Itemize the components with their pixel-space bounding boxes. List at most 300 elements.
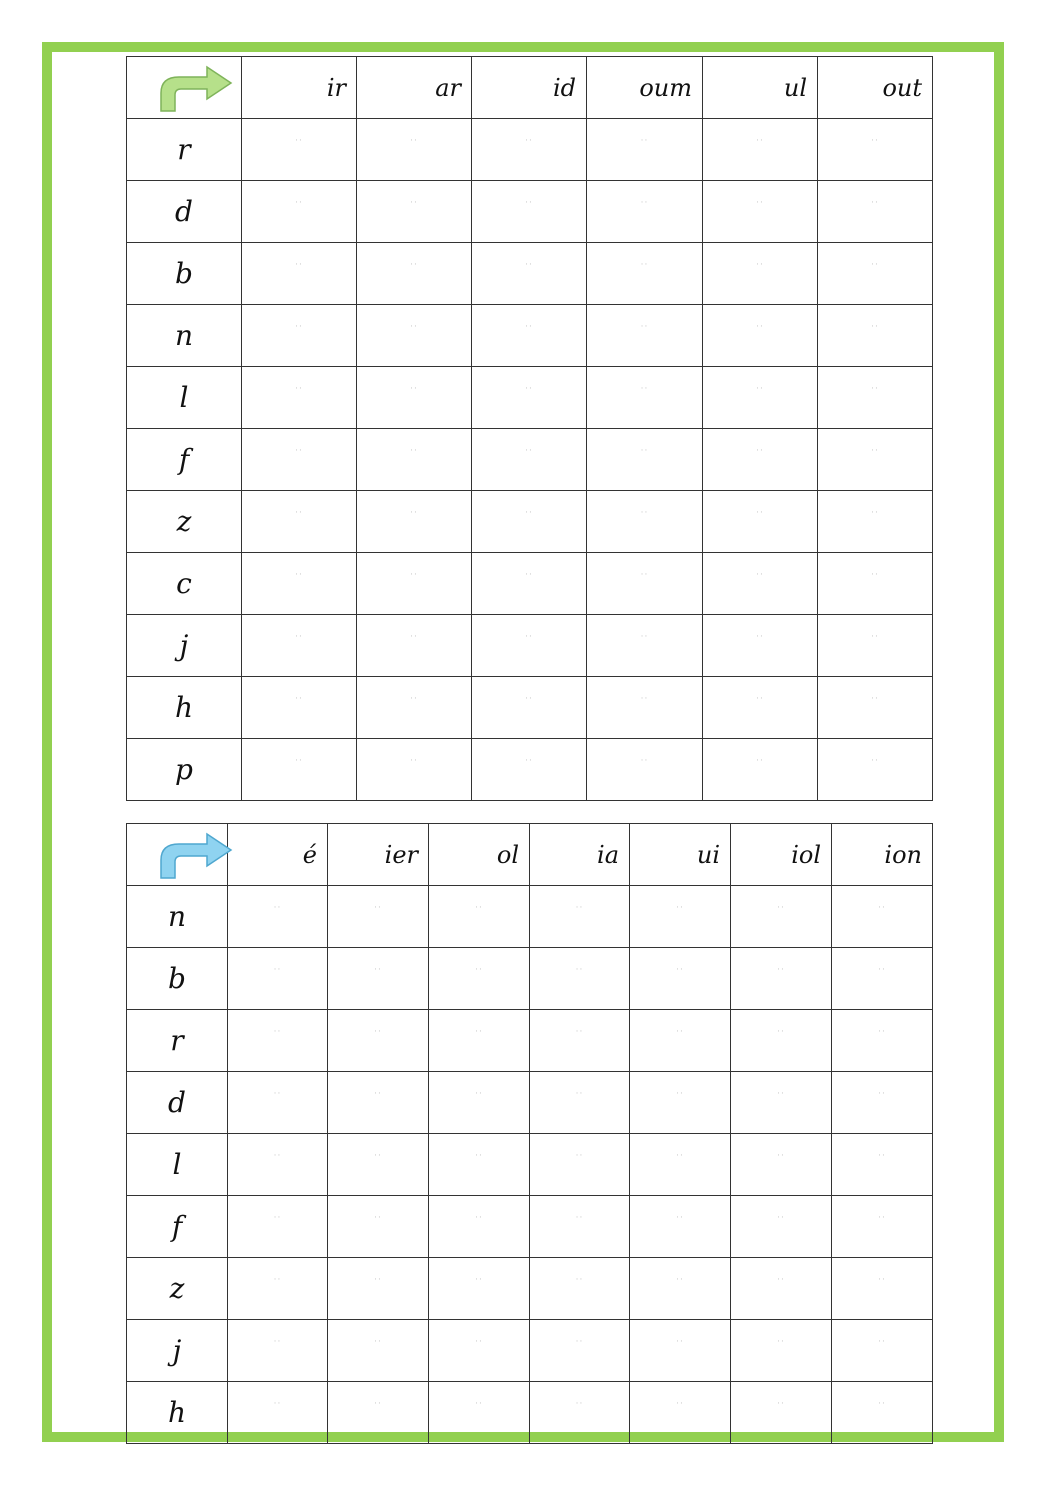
row-consonant-label: n <box>127 886 228 948</box>
row-consonant-label: j <box>127 1320 228 1382</box>
table-row <box>127 1072 933 1134</box>
row-consonant-label: c <box>127 553 242 615</box>
row-consonant-label: z <box>127 491 242 553</box>
cell-placeholder-dots: ·· <box>756 384 764 394</box>
writing-cell[interactable] <box>630 886 731 948</box>
writing-cell[interactable] <box>530 1072 630 1134</box>
writing-cell[interactable] <box>587 305 703 367</box>
writing-cell[interactable] <box>731 1134 832 1196</box>
writing-cell[interactable] <box>357 429 472 491</box>
writing-cell[interactable] <box>587 243 703 305</box>
cell-placeholder-dots: ·· <box>575 1027 584 1037</box>
cell-placeholder-dots: ·· <box>575 1399 584 1409</box>
writing-cell[interactable] <box>429 1196 530 1258</box>
cell-placeholder-dots: ·· <box>475 1089 483 1099</box>
writing-cell[interactable] <box>530 1196 630 1258</box>
cell-placeholder-dots: ·· <box>374 1337 382 1347</box>
cell-placeholder-dots: ·· <box>676 1337 684 1347</box>
cell-placeholder-dots: ·· <box>374 1275 382 1285</box>
writing-cell[interactable] <box>703 615 818 677</box>
writing-cell[interactable] <box>228 1010 328 1072</box>
writing-cell[interactable] <box>228 1258 328 1320</box>
writing-cell[interactable] <box>832 1258 933 1320</box>
writing-cell[interactable] <box>228 1320 328 1382</box>
cell-placeholder-dots: ·· <box>777 1399 785 1409</box>
cell-placeholder-dots: ·· <box>676 1213 684 1223</box>
writing-cell[interactable] <box>630 1196 731 1258</box>
writing-cell[interactable] <box>242 243 357 305</box>
writing-cell[interactable] <box>530 1258 630 1320</box>
table-row <box>127 181 933 243</box>
writing-cell[interactable] <box>429 1072 530 1134</box>
writing-cell[interactable] <box>242 677 357 739</box>
writing-cell[interactable] <box>242 429 357 491</box>
cell-placeholder-dots: ·· <box>273 1089 282 1099</box>
cell-placeholder-dots: ·· <box>871 322 879 332</box>
writing-cell[interactable] <box>587 491 703 553</box>
cell-placeholder-dots: ·· <box>878 1213 886 1223</box>
cell-placeholder-dots: ·· <box>777 1027 785 1037</box>
row-consonant-label: f <box>127 429 242 491</box>
cell-placeholder-dots: ·· <box>410 260 418 270</box>
writing-cell[interactable] <box>242 553 357 615</box>
cell-placeholder-dots: ·· <box>756 198 764 208</box>
writing-cell[interactable] <box>242 615 357 677</box>
writing-cell[interactable] <box>731 948 832 1010</box>
writing-cell[interactable] <box>328 1258 429 1320</box>
cell-placeholder-dots: ·· <box>525 384 533 394</box>
cell-placeholder-dots: ·· <box>410 322 418 332</box>
cell-placeholder-dots: ·· <box>374 965 382 975</box>
writing-cell[interactable] <box>242 119 357 181</box>
cell-placeholder-dots: ·· <box>878 1275 886 1285</box>
cell-placeholder-dots: ·· <box>374 1089 382 1099</box>
writing-cell[interactable] <box>587 739 703 801</box>
writing-cell[interactable] <box>630 1072 731 1134</box>
writing-cell[interactable] <box>731 1320 832 1382</box>
writing-cell[interactable] <box>472 305 587 367</box>
writing-cell[interactable] <box>357 615 472 677</box>
syllable-table-2 <box>126 823 933 1444</box>
row-consonant-label: h <box>127 677 242 739</box>
column-header: ar <box>357 57 472 119</box>
cell-placeholder-dots: ·· <box>871 508 879 518</box>
writing-cell[interactable] <box>818 181 933 243</box>
cell-placeholder-dots: ·· <box>295 446 303 456</box>
cell-placeholder-dots: ·· <box>878 1151 886 1161</box>
cell-placeholder-dots: ·· <box>878 1089 886 1099</box>
column-header: ul <box>703 57 818 119</box>
cell-placeholder-dots: ·· <box>777 1089 785 1099</box>
cell-placeholder-dots: ·· <box>410 694 418 704</box>
cell-placeholder-dots: ·· <box>871 198 879 208</box>
table-row <box>127 429 933 491</box>
corner-arrow-cell <box>127 824 228 886</box>
cell-placeholder-dots: ·· <box>777 1151 785 1161</box>
cell-placeholder-dots: ·· <box>374 903 382 913</box>
writing-cell[interactable] <box>328 1072 429 1134</box>
cell-placeholder-dots: ·· <box>525 260 533 270</box>
cell-placeholder-dots: ·· <box>374 1399 382 1409</box>
cell-placeholder-dots: ·· <box>525 446 533 456</box>
cell-placeholder-dots: ·· <box>676 1089 684 1099</box>
table-row <box>127 119 933 181</box>
writing-cell[interactable] <box>328 1010 429 1072</box>
table-row <box>127 886 933 948</box>
writing-cell[interactable] <box>731 1072 832 1134</box>
writing-cell[interactable] <box>587 615 703 677</box>
table-row <box>127 677 933 739</box>
cell-placeholder-dots: ·· <box>871 756 879 766</box>
writing-cell[interactable] <box>429 1320 530 1382</box>
writing-cell[interactable] <box>630 1010 731 1072</box>
cell-placeholder-dots: ·· <box>871 694 879 704</box>
table-row <box>127 1320 933 1382</box>
writing-cell[interactable] <box>703 243 818 305</box>
writing-cell[interactable] <box>328 948 429 1010</box>
writing-cell[interactable] <box>530 1382 630 1444</box>
writing-cell[interactable] <box>472 491 587 553</box>
cell-placeholder-dots: ·· <box>295 198 303 208</box>
cell-placeholder-dots: ·· <box>676 1275 684 1285</box>
writing-cell[interactable] <box>228 1072 328 1134</box>
writing-cell[interactable] <box>832 1072 933 1134</box>
column-header: ol <box>429 824 530 886</box>
table-row <box>127 1382 933 1444</box>
writing-cell[interactable] <box>703 429 818 491</box>
cell-placeholder-dots: ·· <box>640 446 649 456</box>
cell-placeholder-dots: ·· <box>525 508 533 518</box>
cell-placeholder-dots: ·· <box>295 322 303 332</box>
cell-placeholder-dots: ·· <box>756 446 764 456</box>
cell-placeholder-dots: ·· <box>273 1151 282 1161</box>
cell-placeholder-dots: ·· <box>525 694 533 704</box>
writing-cell[interactable] <box>630 1258 731 1320</box>
cell-placeholder-dots: ·· <box>756 694 764 704</box>
writing-cell[interactable] <box>587 181 703 243</box>
writing-cell[interactable] <box>703 677 818 739</box>
table-row <box>127 1010 933 1072</box>
column-header: ia <box>530 824 630 886</box>
row-consonant-label: r <box>127 119 242 181</box>
writing-cell[interactable] <box>228 886 328 948</box>
writing-cell[interactable] <box>731 1258 832 1320</box>
cell-placeholder-dots: ·· <box>295 384 303 394</box>
row-consonant-label: f <box>127 1196 228 1258</box>
writing-cell[interactable] <box>472 367 587 429</box>
writing-cell[interactable] <box>357 677 472 739</box>
writing-cell[interactable] <box>530 1010 630 1072</box>
cell-placeholder-dots: ·· <box>410 446 418 456</box>
column-header: ir <box>242 57 357 119</box>
writing-cell[interactable] <box>472 429 587 491</box>
cell-placeholder-dots: ·· <box>640 632 649 642</box>
cell-placeholder-dots: ·· <box>676 1399 684 1409</box>
cell-placeholder-dots: ·· <box>871 446 879 456</box>
column-header: ui <box>630 824 731 886</box>
cell-placeholder-dots: ·· <box>878 965 886 975</box>
writing-cell[interactable] <box>242 181 357 243</box>
cell-placeholder-dots: ·· <box>410 198 418 208</box>
writing-cell[interactable] <box>630 948 731 1010</box>
writing-cell[interactable] <box>472 677 587 739</box>
row-consonant-label: z <box>127 1258 228 1320</box>
writing-cell[interactable] <box>818 367 933 429</box>
writing-cell[interactable] <box>587 553 703 615</box>
writing-cell[interactable] <box>818 243 933 305</box>
row-consonant-label: l <box>127 367 242 429</box>
writing-cell[interactable] <box>818 119 933 181</box>
writing-cell[interactable] <box>587 677 703 739</box>
writing-cell[interactable] <box>818 677 933 739</box>
writing-cell[interactable] <box>472 615 587 677</box>
row-consonant-label: b <box>127 243 242 305</box>
writing-cell[interactable] <box>703 553 818 615</box>
cell-placeholder-dots: ·· <box>871 260 879 270</box>
row-consonant-label: d <box>127 1072 228 1134</box>
writing-cell[interactable] <box>328 1320 429 1382</box>
writing-cell[interactable] <box>818 615 933 677</box>
cell-placeholder-dots: ·· <box>640 756 649 766</box>
column-header: iol <box>731 824 832 886</box>
cell-placeholder-dots: ·· <box>374 1151 382 1161</box>
cell-placeholder-dots: ·· <box>640 694 649 704</box>
cell-placeholder-dots: ·· <box>871 570 879 580</box>
writing-cell[interactable] <box>357 243 472 305</box>
writing-cell[interactable] <box>357 367 472 429</box>
writing-cell[interactable] <box>472 553 587 615</box>
cell-placeholder-dots: ·· <box>374 1027 382 1037</box>
writing-cell[interactable] <box>228 948 328 1010</box>
cell-placeholder-dots: ·· <box>575 1275 584 1285</box>
cell-placeholder-dots: ·· <box>777 1337 785 1347</box>
writing-cell[interactable] <box>731 1010 832 1072</box>
writing-cell[interactable] <box>818 553 933 615</box>
writing-cell[interactable] <box>832 1382 933 1444</box>
cell-placeholder-dots: ·· <box>525 322 533 332</box>
row-consonant-label: p <box>127 739 242 801</box>
table-row <box>127 491 933 553</box>
writing-cell[interactable] <box>429 1258 530 1320</box>
writing-cell[interactable] <box>703 367 818 429</box>
writing-cell[interactable] <box>429 948 530 1010</box>
curved-arrow-right-icon <box>155 830 235 882</box>
syllable-table-1 <box>126 56 933 801</box>
cell-placeholder-dots: ·· <box>273 965 282 975</box>
column-header: out <box>818 57 933 119</box>
writing-cell[interactable] <box>328 886 429 948</box>
cell-placeholder-dots: ·· <box>756 632 764 642</box>
writing-cell[interactable] <box>832 886 933 948</box>
table-row <box>127 948 933 1010</box>
cell-placeholder-dots: ·· <box>878 1399 886 1409</box>
row-consonant-label: r <box>127 1010 228 1072</box>
cell-placeholder-dots: ·· <box>756 570 764 580</box>
row-consonant-label: j <box>127 615 242 677</box>
cell-placeholder-dots: ·· <box>777 1213 785 1223</box>
curved-arrow-right-icon <box>155 63 235 115</box>
cell-placeholder-dots: ·· <box>640 136 649 146</box>
writing-cell[interactable] <box>703 119 818 181</box>
cell-placeholder-dots: ·· <box>475 1337 483 1347</box>
cell-placeholder-dots: ·· <box>295 632 303 642</box>
writing-cell[interactable] <box>357 305 472 367</box>
cell-placeholder-dots: ·· <box>871 632 879 642</box>
table-row <box>127 553 933 615</box>
cell-placeholder-dots: ·· <box>640 508 649 518</box>
writing-cell[interactable] <box>832 1196 933 1258</box>
row-consonant-label: b <box>127 948 228 1010</box>
cell-placeholder-dots: ·· <box>295 756 303 766</box>
cell-placeholder-dots: ·· <box>475 1151 483 1161</box>
writing-cell[interactable] <box>630 1382 731 1444</box>
writing-cell[interactable] <box>703 181 818 243</box>
writing-cell[interactable] <box>472 739 587 801</box>
writing-cell[interactable] <box>818 491 933 553</box>
cell-placeholder-dots: ·· <box>475 903 483 913</box>
writing-cell[interactable] <box>242 491 357 553</box>
writing-cell[interactable] <box>242 739 357 801</box>
cell-placeholder-dots: ·· <box>525 198 533 208</box>
cell-placeholder-dots: ·· <box>410 136 418 146</box>
cell-placeholder-dots: ·· <box>777 965 785 975</box>
cell-placeholder-dots: ·· <box>871 136 879 146</box>
cell-placeholder-dots: ·· <box>676 965 684 975</box>
table-row <box>127 739 933 801</box>
writing-cell[interactable] <box>818 739 933 801</box>
writing-cell[interactable] <box>731 1196 832 1258</box>
cell-placeholder-dots: ·· <box>640 384 649 394</box>
column-header: ier <box>328 824 429 886</box>
cell-placeholder-dots: ·· <box>575 1089 584 1099</box>
cell-placeholder-dots: ·· <box>410 632 418 642</box>
writing-cell[interactable] <box>357 119 472 181</box>
corner-arrow-cell <box>127 57 242 119</box>
cell-placeholder-dots: ·· <box>295 508 303 518</box>
writing-cell[interactable] <box>530 1134 630 1196</box>
column-header: ion <box>832 824 933 886</box>
cell-placeholder-dots: ·· <box>475 1275 483 1285</box>
cell-placeholder-dots: ·· <box>295 570 303 580</box>
writing-cell[interactable] <box>242 367 357 429</box>
cell-placeholder-dots: ·· <box>273 1399 282 1409</box>
writing-cell[interactable] <box>357 181 472 243</box>
cell-placeholder-dots: ·· <box>756 508 764 518</box>
row-consonant-label: l <box>127 1134 228 1196</box>
cell-placeholder-dots: ·· <box>525 136 533 146</box>
writing-cell[interactable] <box>703 305 818 367</box>
writing-cell[interactable] <box>703 491 818 553</box>
cell-placeholder-dots: ·· <box>273 1337 282 1347</box>
writing-cell[interactable] <box>832 948 933 1010</box>
column-header: oum <box>587 57 703 119</box>
cell-placeholder-dots: ·· <box>410 508 418 518</box>
cell-placeholder-dots: ·· <box>410 384 418 394</box>
cell-placeholder-dots: ·· <box>676 1151 684 1161</box>
writing-cell[interactable] <box>818 305 933 367</box>
row-consonant-label: h <box>127 1382 228 1444</box>
cell-placeholder-dots: ·· <box>575 965 584 975</box>
cell-placeholder-dots: ·· <box>878 1027 886 1037</box>
writing-cell[interactable] <box>530 1320 630 1382</box>
writing-cell[interactable] <box>587 429 703 491</box>
cell-placeholder-dots: ·· <box>640 198 649 208</box>
writing-cell[interactable] <box>429 886 530 948</box>
cell-placeholder-dots: ·· <box>878 1337 886 1347</box>
table-row <box>127 1134 933 1196</box>
cell-placeholder-dots: ·· <box>575 1151 584 1161</box>
writing-cell[interactable] <box>587 119 703 181</box>
cell-placeholder-dots: ·· <box>777 1275 785 1285</box>
cell-placeholder-dots: ·· <box>871 384 879 394</box>
cell-placeholder-dots: ·· <box>295 260 303 270</box>
writing-cell[interactable] <box>630 1134 731 1196</box>
cell-placeholder-dots: ·· <box>575 903 584 913</box>
row-consonant-label: d <box>127 181 242 243</box>
writing-cell[interactable] <box>429 1134 530 1196</box>
table-row <box>127 367 933 429</box>
writing-cell[interactable] <box>530 948 630 1010</box>
writing-cell[interactable] <box>472 181 587 243</box>
writing-cell[interactable] <box>357 553 472 615</box>
writing-cell[interactable] <box>530 886 630 948</box>
writing-cell[interactable] <box>357 739 472 801</box>
writing-cell[interactable] <box>429 1010 530 1072</box>
cell-placeholder-dots: ·· <box>756 260 764 270</box>
writing-cell[interactable] <box>731 886 832 948</box>
writing-cell[interactable] <box>472 243 587 305</box>
cell-placeholder-dots: ·· <box>676 903 684 913</box>
cell-placeholder-dots: ·· <box>475 1399 483 1409</box>
writing-cell[interactable] <box>703 739 818 801</box>
writing-cell[interactable] <box>328 1196 429 1258</box>
cell-placeholder-dots: ·· <box>756 322 764 332</box>
cell-placeholder-dots: ·· <box>756 136 764 146</box>
writing-cell[interactable] <box>328 1134 429 1196</box>
cell-placeholder-dots: ·· <box>525 570 533 580</box>
writing-cell[interactable] <box>630 1320 731 1382</box>
cell-placeholder-dots: ·· <box>410 756 418 766</box>
writing-cell[interactable] <box>818 429 933 491</box>
writing-cell[interactable] <box>731 1382 832 1444</box>
writing-cell[interactable] <box>587 367 703 429</box>
cell-placeholder-dots: ·· <box>575 1213 584 1223</box>
writing-cell[interactable] <box>357 491 472 553</box>
cell-placeholder-dots: ·· <box>676 1027 684 1037</box>
column-header: é <box>228 824 328 886</box>
writing-cell[interactable] <box>832 1134 933 1196</box>
cell-placeholder-dots: ·· <box>295 694 303 704</box>
cell-placeholder-dots: ·· <box>273 1275 282 1285</box>
cell-placeholder-dots: ·· <box>640 570 649 580</box>
cell-placeholder-dots: ·· <box>410 570 418 580</box>
cell-placeholder-dots: ·· <box>777 903 785 913</box>
cell-placeholder-dots: ·· <box>640 322 649 332</box>
table-row <box>127 1258 933 1320</box>
writing-cell[interactable] <box>832 1320 933 1382</box>
writing-cell[interactable] <box>228 1196 328 1258</box>
writing-cell[interactable] <box>328 1382 429 1444</box>
cell-placeholder-dots: ·· <box>525 632 533 642</box>
writing-cell[interactable] <box>472 119 587 181</box>
column-header: id <box>472 57 587 119</box>
writing-cell[interactable] <box>242 305 357 367</box>
writing-cell[interactable] <box>429 1382 530 1444</box>
writing-cell[interactable] <box>832 1010 933 1072</box>
cell-placeholder-dots: ·· <box>374 1213 382 1223</box>
writing-cell[interactable] <box>228 1382 328 1444</box>
writing-cell[interactable] <box>228 1134 328 1196</box>
